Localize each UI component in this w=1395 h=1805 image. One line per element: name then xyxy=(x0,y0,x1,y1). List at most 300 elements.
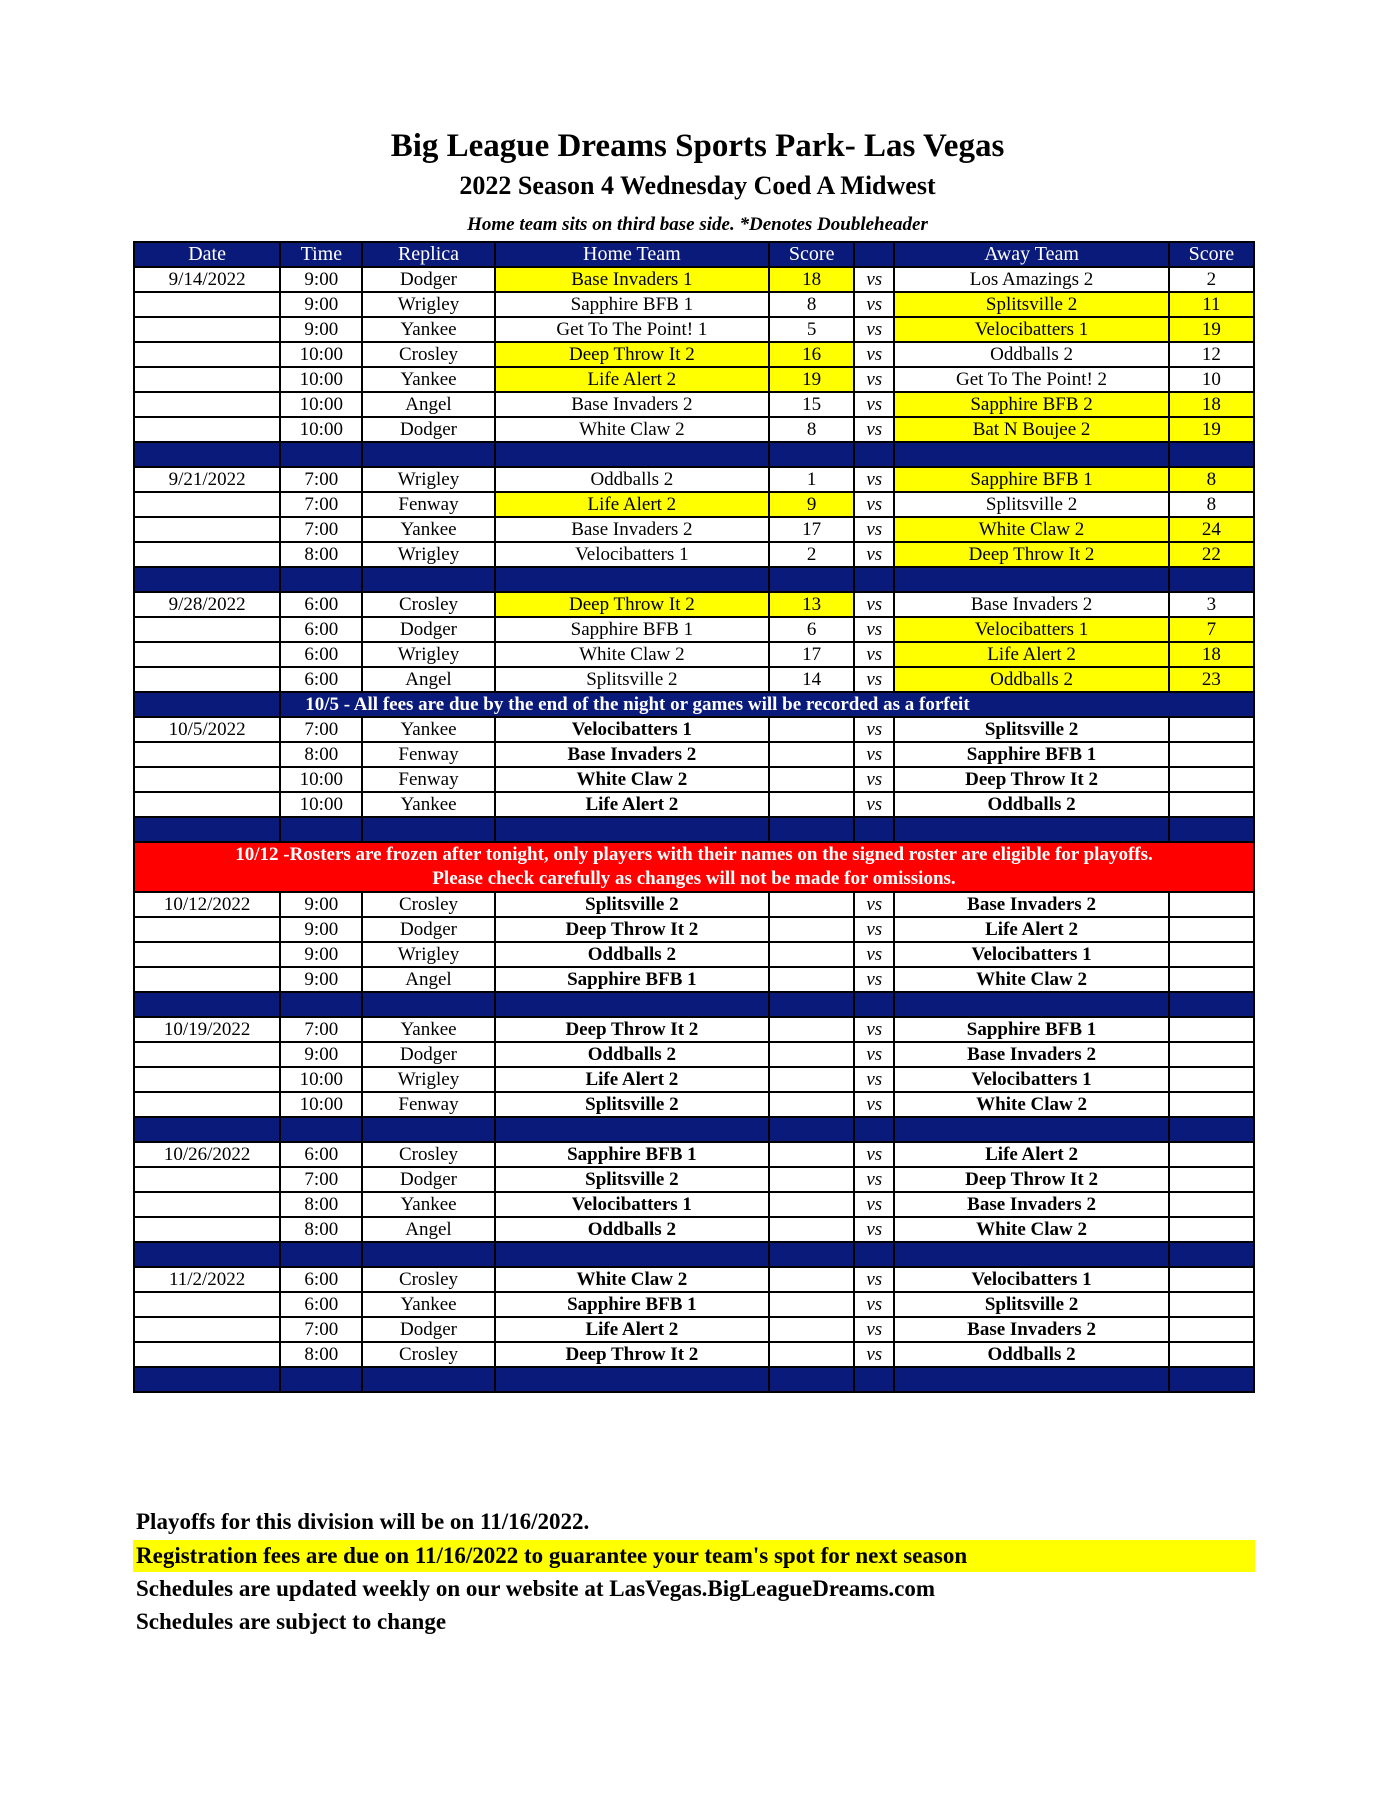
game-date xyxy=(134,742,280,767)
home-team: Deep Throw It 2 xyxy=(495,342,769,367)
game-row xyxy=(134,467,1254,492)
game-row xyxy=(134,1067,1254,1092)
col-header-home-team: Home Team xyxy=(495,242,769,267)
game-date: 9/14/2022 xyxy=(134,267,280,292)
away-score: 2 xyxy=(1169,267,1254,292)
game-row xyxy=(134,1092,1254,1117)
separator-cell xyxy=(362,1367,494,1392)
game-row xyxy=(134,942,1254,967)
home-team: Life Alert 2 xyxy=(495,1317,769,1342)
game-replica-field: Yankee xyxy=(362,792,494,817)
away-score xyxy=(1169,742,1254,767)
game-time: 8:00 xyxy=(280,542,362,567)
home-team: Oddballs 2 xyxy=(495,467,769,492)
col-header-vs xyxy=(854,242,894,267)
vs-label: vs xyxy=(854,1317,894,1342)
home-team: White Claw 2 xyxy=(495,417,769,442)
home-team: White Claw 2 xyxy=(495,642,769,667)
separator-cell xyxy=(495,817,769,842)
vs-label: vs xyxy=(854,1192,894,1217)
home-team: Deep Throw It 2 xyxy=(495,1342,769,1367)
away-team: Base Invaders 2 xyxy=(894,892,1168,917)
home-team: Base Invaders 2 xyxy=(495,742,769,767)
registration-note: Registration fees are due on 11/16/2022 to guarantee your team's spot for next season xyxy=(133,1540,1255,1572)
game-time: 6:00 xyxy=(280,617,362,642)
away-team: Splitsville 2 xyxy=(894,492,1168,517)
away-team: Deep Throw It 2 xyxy=(894,1167,1168,1192)
notice-row xyxy=(134,692,1254,717)
home-score: 13 xyxy=(769,592,854,617)
separator-row xyxy=(134,567,1254,592)
away-score xyxy=(1169,1017,1254,1042)
home-team: Splitsville 2 xyxy=(495,1092,769,1117)
game-replica-field: Dodger xyxy=(362,267,494,292)
separator-row xyxy=(134,442,1254,467)
game-time: 8:00 xyxy=(280,1192,362,1217)
game-row xyxy=(134,1292,1254,1317)
home-score: 17 xyxy=(769,517,854,542)
game-row xyxy=(134,592,1254,617)
game-row xyxy=(134,367,1254,392)
separator-cell xyxy=(854,1242,894,1267)
game-time: 7:00 xyxy=(280,717,362,742)
game-time: 7:00 xyxy=(280,467,362,492)
game-date xyxy=(134,417,280,442)
home-score: 9 xyxy=(769,492,854,517)
home-team: Life Alert 2 xyxy=(495,792,769,817)
separator-cell xyxy=(495,567,769,592)
separator-cell xyxy=(134,442,280,467)
game-date xyxy=(134,492,280,517)
separator-cell xyxy=(134,1367,280,1392)
game-date xyxy=(134,1167,280,1192)
game-row xyxy=(134,517,1254,542)
separator-row xyxy=(134,1117,1254,1142)
away-score xyxy=(1169,1317,1254,1342)
away-score xyxy=(1169,1292,1254,1317)
schedule-body xyxy=(134,267,1254,1392)
game-date xyxy=(134,617,280,642)
col-header-date: Date xyxy=(134,242,280,267)
away-score: 3 xyxy=(1169,592,1254,617)
separator-cell xyxy=(894,1367,1168,1392)
game-replica-field: Yankee xyxy=(362,717,494,742)
table-header-row xyxy=(134,242,1254,267)
away-score xyxy=(1169,1167,1254,1192)
game-replica-field: Angel xyxy=(362,392,494,417)
game-replica-field: Crosley xyxy=(362,1342,494,1367)
home-score xyxy=(769,1167,854,1192)
game-date xyxy=(134,1092,280,1117)
away-score: 10 xyxy=(1169,367,1254,392)
separator-cell xyxy=(1169,1242,1254,1267)
home-team: Velocibatters 1 xyxy=(495,717,769,742)
separator-cell xyxy=(769,442,854,467)
game-row xyxy=(134,1217,1254,1242)
game-row xyxy=(134,1317,1254,1342)
separator-cell xyxy=(769,1117,854,1142)
game-replica-field: Fenway xyxy=(362,742,494,767)
game-time: 9:00 xyxy=(280,917,362,942)
game-date xyxy=(134,792,280,817)
game-date: 10/12/2022 xyxy=(134,892,280,917)
home-score xyxy=(769,1192,854,1217)
game-row xyxy=(134,1267,1254,1292)
game-replica-field: Dodger xyxy=(362,617,494,642)
vs-label: vs xyxy=(854,667,894,692)
game-row xyxy=(134,917,1254,942)
game-row xyxy=(134,542,1254,567)
away-team: Oddballs 2 xyxy=(894,342,1168,367)
game-date: 10/19/2022 xyxy=(134,1017,280,1042)
game-row xyxy=(134,717,1254,742)
game-row xyxy=(134,967,1254,992)
away-team: Velocibatters 1 xyxy=(894,942,1168,967)
game-row xyxy=(134,1192,1254,1217)
home-team: Life Alert 2 xyxy=(495,492,769,517)
col-header-time: Time xyxy=(280,242,362,267)
separator-cell xyxy=(894,1117,1168,1142)
vs-label: vs xyxy=(854,792,894,817)
away-team: Life Alert 2 xyxy=(894,917,1168,942)
away-team: White Claw 2 xyxy=(894,517,1168,542)
separator-cell xyxy=(280,567,362,592)
notice-cell-blank xyxy=(134,692,280,717)
away-score xyxy=(1169,1067,1254,1092)
vs-label: vs xyxy=(854,517,894,542)
game-time: 9:00 xyxy=(280,1042,362,1067)
game-replica-field: Angel xyxy=(362,667,494,692)
game-date xyxy=(134,1342,280,1367)
home-score xyxy=(769,892,854,917)
home-team: Deep Throw It 2 xyxy=(495,592,769,617)
separator-cell xyxy=(134,1242,280,1267)
separator-cell xyxy=(495,1367,769,1392)
home-score xyxy=(769,917,854,942)
game-replica-field: Wrigley xyxy=(362,542,494,567)
home-team: Velocibatters 1 xyxy=(495,542,769,567)
away-team: Velocibatters 1 xyxy=(894,1267,1168,1292)
home-score xyxy=(769,1142,854,1167)
home-score: 18 xyxy=(769,267,854,292)
away-score: 24 xyxy=(1169,517,1254,542)
game-row xyxy=(134,667,1254,692)
separator-row xyxy=(134,1242,1254,1267)
separator-cell xyxy=(769,992,854,1017)
vs-label: vs xyxy=(854,467,894,492)
home-team: Splitsville 2 xyxy=(495,892,769,917)
home-team: White Claw 2 xyxy=(495,767,769,792)
game-time: 8:00 xyxy=(280,1342,362,1367)
col-header-replica: Replica xyxy=(362,242,494,267)
home-score xyxy=(769,1292,854,1317)
game-row xyxy=(134,617,1254,642)
vs-label: vs xyxy=(854,1067,894,1092)
away-score: 11 xyxy=(1169,292,1254,317)
game-replica-field: Crosley xyxy=(362,1267,494,1292)
game-time: 10:00 xyxy=(280,417,362,442)
separator-cell xyxy=(1169,817,1254,842)
game-replica-field: Yankee xyxy=(362,1292,494,1317)
away-score: 18 xyxy=(1169,392,1254,417)
home-score xyxy=(769,942,854,967)
game-replica-field: Dodger xyxy=(362,1317,494,1342)
separator-cell xyxy=(1169,567,1254,592)
game-row xyxy=(134,892,1254,917)
separator-cell xyxy=(769,1242,854,1267)
separator-cell xyxy=(362,1242,494,1267)
game-date xyxy=(134,1192,280,1217)
game-row xyxy=(134,1342,1254,1367)
separator-cell xyxy=(769,817,854,842)
separator-cell xyxy=(1169,992,1254,1017)
home-team: Sapphire BFB 1 xyxy=(495,617,769,642)
separator-cell xyxy=(362,442,494,467)
home-team: Base Invaders 1 xyxy=(495,267,769,292)
game-time: 10:00 xyxy=(280,367,362,392)
game-date xyxy=(134,942,280,967)
separator-cell xyxy=(362,1117,494,1142)
vs-label: vs xyxy=(854,917,894,942)
game-time: 10:00 xyxy=(280,1067,362,1092)
home-score xyxy=(769,792,854,817)
vs-label: vs xyxy=(854,492,894,517)
game-row xyxy=(134,492,1254,517)
game-date xyxy=(134,1067,280,1092)
game-date xyxy=(134,917,280,942)
vs-label: vs xyxy=(854,742,894,767)
home-score: 5 xyxy=(769,317,854,342)
game-time: 9:00 xyxy=(280,292,362,317)
game-row xyxy=(134,317,1254,342)
away-score xyxy=(1169,1342,1254,1367)
vs-label: vs xyxy=(854,592,894,617)
away-team: Oddballs 2 xyxy=(894,792,1168,817)
home-score xyxy=(769,1017,854,1042)
separator-row xyxy=(134,1367,1254,1392)
game-date xyxy=(134,367,280,392)
home-team: Sapphire BFB 1 xyxy=(495,292,769,317)
game-row xyxy=(134,742,1254,767)
separator-cell xyxy=(495,442,769,467)
home-team: Sapphire BFB 1 xyxy=(495,1292,769,1317)
separator-cell xyxy=(1169,442,1254,467)
away-team: Sapphire BFB 1 xyxy=(894,742,1168,767)
game-time: 10:00 xyxy=(280,1092,362,1117)
alert-line-2: Please check carefully as changes will not be made for omissions. xyxy=(432,868,956,889)
vs-label: vs xyxy=(854,392,894,417)
separator-cell xyxy=(495,992,769,1017)
separator-cell xyxy=(280,992,362,1017)
game-date: 9/28/2022 xyxy=(134,592,280,617)
playoffs-note: Playoffs for this division will be on 11/16/2022. xyxy=(136,1509,590,1534)
home-score xyxy=(769,1267,854,1292)
game-date xyxy=(134,1292,280,1317)
separator-cell xyxy=(495,1117,769,1142)
away-team: Life Alert 2 xyxy=(894,642,1168,667)
game-row xyxy=(134,342,1254,367)
game-replica-field: Dodger xyxy=(362,1167,494,1192)
home-team: Life Alert 2 xyxy=(495,367,769,392)
vs-label: vs xyxy=(854,892,894,917)
game-replica-field: Yankee xyxy=(362,1192,494,1217)
game-time: 9:00 xyxy=(280,267,362,292)
game-time: 7:00 xyxy=(280,1167,362,1192)
home-team: Oddballs 2 xyxy=(495,1217,769,1242)
away-score xyxy=(1169,1092,1254,1117)
away-team: Splitsville 2 xyxy=(894,292,1168,317)
home-score: 6 xyxy=(769,617,854,642)
away-team: White Claw 2 xyxy=(894,1092,1168,1117)
away-score: 23 xyxy=(1169,667,1254,692)
separator-cell xyxy=(894,1242,1168,1267)
separator-cell xyxy=(280,1117,362,1142)
away-score: 19 xyxy=(1169,417,1254,442)
game-replica-field: Dodger xyxy=(362,917,494,942)
home-score xyxy=(769,1217,854,1242)
game-time: 9:00 xyxy=(280,317,362,342)
page-title: Big League Dreams Sports Park- Las Vegas xyxy=(390,128,1005,164)
away-score xyxy=(1169,1217,1254,1242)
game-time: 7:00 xyxy=(280,492,362,517)
game-time: 6:00 xyxy=(280,642,362,667)
game-date xyxy=(134,292,280,317)
game-row xyxy=(134,1167,1254,1192)
separator-cell xyxy=(769,567,854,592)
home-team: Sapphire BFB 1 xyxy=(495,967,769,992)
vs-label: vs xyxy=(854,1267,894,1292)
home-score xyxy=(769,742,854,767)
home-score xyxy=(769,767,854,792)
game-row xyxy=(134,767,1254,792)
game-replica-field: Crosley xyxy=(362,892,494,917)
game-date: 10/5/2022 xyxy=(134,717,280,742)
away-team: White Claw 2 xyxy=(894,967,1168,992)
home-team: Splitsville 2 xyxy=(495,667,769,692)
away-score xyxy=(1169,792,1254,817)
separator-cell xyxy=(854,442,894,467)
separator-cell xyxy=(894,442,1168,467)
game-row xyxy=(134,292,1254,317)
game-date xyxy=(134,667,280,692)
game-replica-field: Crosley xyxy=(362,592,494,617)
subject-to-change-note: Schedules are subject to change xyxy=(136,1609,447,1634)
home-team: Sapphire BFB 1 xyxy=(495,1142,769,1167)
vs-label: vs xyxy=(854,617,894,642)
home-score xyxy=(769,967,854,992)
home-team: Deep Throw It 2 xyxy=(495,1017,769,1042)
away-score: 22 xyxy=(1169,542,1254,567)
home-score: 17 xyxy=(769,642,854,667)
game-replica-field: Yankee xyxy=(362,367,494,392)
home-team: Oddballs 2 xyxy=(495,1042,769,1067)
game-date xyxy=(134,317,280,342)
game-time: 7:00 xyxy=(280,1317,362,1342)
separator-cell xyxy=(280,1367,362,1392)
game-time: 6:00 xyxy=(280,667,362,692)
game-date xyxy=(134,542,280,567)
away-score xyxy=(1169,1192,1254,1217)
separator-cell xyxy=(362,567,494,592)
separator-cell xyxy=(894,992,1168,1017)
alert-line-1: 10/12 -Rosters are frozen after tonight, only players with their names on the signed roster are eligible for playoffs. xyxy=(235,844,1153,865)
game-time: 7:00 xyxy=(280,517,362,542)
separator-row xyxy=(134,992,1254,1017)
home-team: Velocibatters 1 xyxy=(495,1192,769,1217)
game-date: 10/26/2022 xyxy=(134,1142,280,1167)
vs-label: vs xyxy=(854,717,894,742)
separator-cell xyxy=(854,567,894,592)
separator-cell xyxy=(134,1117,280,1142)
alert-row xyxy=(134,842,1254,892)
home-score: 2 xyxy=(769,542,854,567)
game-row xyxy=(134,792,1254,817)
game-row xyxy=(134,642,1254,667)
home-score xyxy=(769,1342,854,1367)
away-score xyxy=(1169,942,1254,967)
game-date xyxy=(134,1217,280,1242)
away-team: Sapphire BFB 2 xyxy=(894,392,1168,417)
game-time: 10:00 xyxy=(280,342,362,367)
game-date xyxy=(134,642,280,667)
vs-label: vs xyxy=(854,642,894,667)
vs-label: vs xyxy=(854,1092,894,1117)
game-replica-field: Dodger xyxy=(362,417,494,442)
vs-label: vs xyxy=(854,767,894,792)
away-score xyxy=(1169,1042,1254,1067)
game-date xyxy=(134,342,280,367)
away-team: Base Invaders 2 xyxy=(894,592,1168,617)
home-score xyxy=(769,1042,854,1067)
col-header-away-score: Score xyxy=(1169,242,1254,267)
away-team: Sapphire BFB 1 xyxy=(894,1017,1168,1042)
separator-cell xyxy=(280,817,362,842)
separator-cell xyxy=(854,1367,894,1392)
game-row xyxy=(134,1142,1254,1167)
away-team: Velocibatters 1 xyxy=(894,1067,1168,1092)
away-score: 8 xyxy=(1169,492,1254,517)
separator-cell xyxy=(280,442,362,467)
notice-text: 10/5 - All fees are due by the end of the night or games will be recorded as a forfeit xyxy=(280,692,1254,717)
game-time: 7:00 xyxy=(280,1017,362,1042)
separator-cell xyxy=(134,567,280,592)
away-team: Base Invaders 2 xyxy=(894,1192,1168,1217)
separator-cell xyxy=(362,992,494,1017)
away-team: Los Amazings 2 xyxy=(894,267,1168,292)
vs-label: vs xyxy=(854,1142,894,1167)
away-team: Oddballs 2 xyxy=(894,667,1168,692)
home-score xyxy=(769,717,854,742)
separator-cell xyxy=(280,1242,362,1267)
away-score: 7 xyxy=(1169,617,1254,642)
home-team: Oddballs 2 xyxy=(495,942,769,967)
separator-cell xyxy=(854,992,894,1017)
game-replica-field: Wrigley xyxy=(362,1067,494,1092)
game-date xyxy=(134,1042,280,1067)
home-team: Base Invaders 2 xyxy=(495,517,769,542)
away-score: 8 xyxy=(1169,467,1254,492)
separator-cell xyxy=(134,992,280,1017)
game-time: 6:00 xyxy=(280,592,362,617)
game-replica-field: Wrigley xyxy=(362,292,494,317)
col-header-home-score: Score xyxy=(769,242,854,267)
website-note: Schedules are updated weekly on our website at LasVegas.BigLeagueDreams.com xyxy=(136,1576,936,1601)
vs-label: vs xyxy=(854,1342,894,1367)
away-score xyxy=(1169,892,1254,917)
page-subtitle: 2022 Season 4 Wednesday Coed A Midwest xyxy=(459,171,936,200)
vs-label: vs xyxy=(854,267,894,292)
home-team: Deep Throw It 2 xyxy=(495,917,769,942)
